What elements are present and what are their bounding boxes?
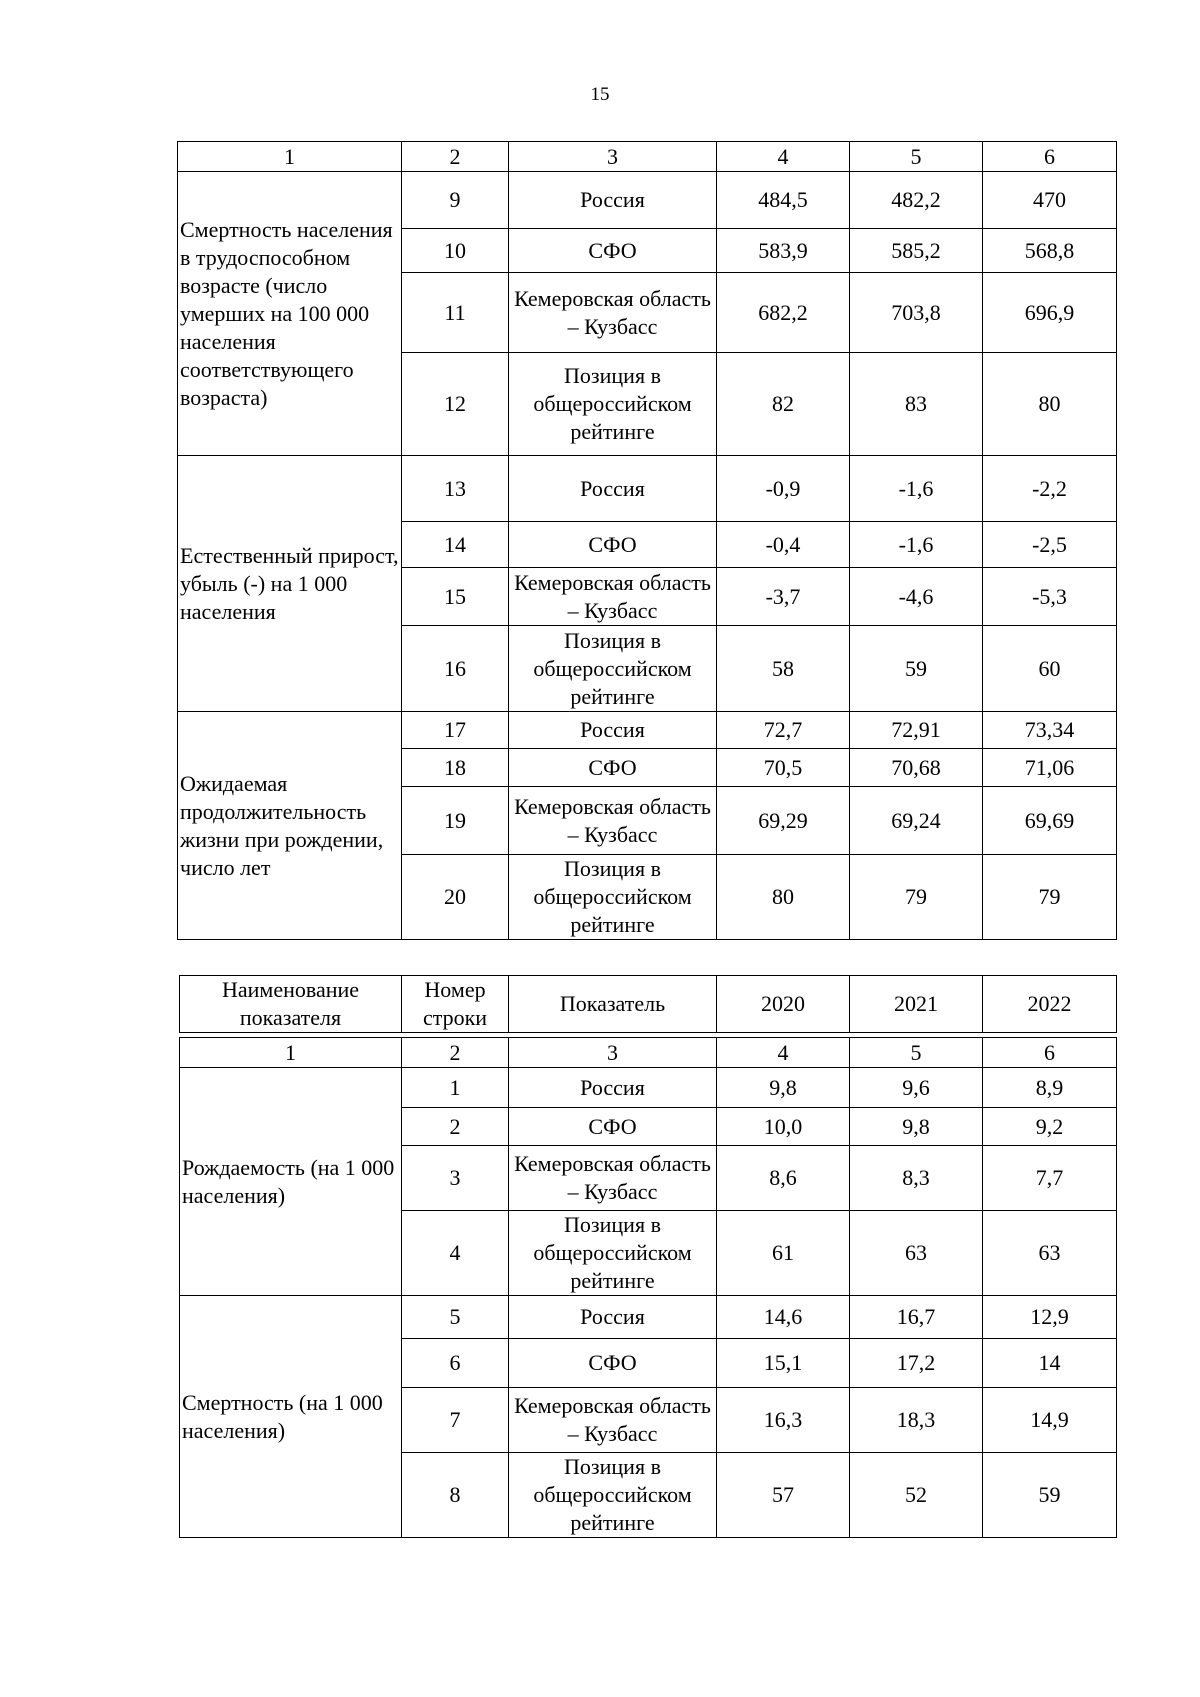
column-number: 2 <box>402 1038 509 1068</box>
value-2021: 17,2 <box>850 1339 983 1388</box>
value-2021: 79 <box>850 855 983 940</box>
header-row-number: Номер строки <box>402 976 509 1033</box>
row-number: 2 <box>402 1108 509 1146</box>
value-2022: 470 <box>983 172 1117 229</box>
value-2021: 585,2 <box>850 229 983 273</box>
indicator-name: Естественный прирост, убыль (-) на 1 000 населения <box>178 456 402 712</box>
value-2022: 14,9 <box>983 1388 1117 1453</box>
value-2020: 57 <box>717 1453 850 1538</box>
row-number: 14 <box>402 522 509 568</box>
row-number: 17 <box>402 712 509 749</box>
indicator-name: Ожидаемая продолжительность жизни при рождении, число лет <box>178 712 402 940</box>
indicator-label: Кемеровская область – Кузбасс <box>509 273 717 353</box>
value-2020: 58 <box>717 626 850 712</box>
value-2021: 9,8 <box>850 1108 983 1146</box>
row-number: 1 <box>402 1068 509 1108</box>
value-2022: 69,69 <box>983 787 1117 855</box>
indicator-label: Россия <box>509 456 717 522</box>
value-2020: -0,4 <box>717 522 850 568</box>
row-number: 11 <box>402 273 509 353</box>
value-2022: 80 <box>983 353 1117 456</box>
column-number: 4 <box>717 1038 850 1068</box>
value-2021: 69,24 <box>850 787 983 855</box>
value-2020: 82 <box>717 353 850 456</box>
value-2022: 8,9 <box>983 1068 1117 1108</box>
page-number: 15 <box>590 84 610 105</box>
value-2020: -3,7 <box>717 568 850 626</box>
row-number: 10 <box>402 229 509 273</box>
value-2021: 16,7 <box>850 1296 983 1339</box>
value-2022: 696,9 <box>983 273 1117 353</box>
value-2020: 72,7 <box>717 712 850 749</box>
row-number: 18 <box>402 749 509 787</box>
value-2021: 70,68 <box>850 749 983 787</box>
row-number: 9 <box>402 172 509 229</box>
value-2021: 83 <box>850 353 983 456</box>
row-number: 12 <box>402 353 509 456</box>
value-2021: 8,3 <box>850 1146 983 1211</box>
value-2020: 9,8 <box>717 1068 850 1108</box>
value-2022: 14 <box>983 1339 1117 1388</box>
column-number: 1 <box>178 142 402 172</box>
value-2022: 73,34 <box>983 712 1117 749</box>
value-2022: 12,9 <box>983 1296 1117 1339</box>
indicator-label: СФО <box>509 229 717 273</box>
table-row <box>178 456 1117 522</box>
value-2020: 61 <box>717 1211 850 1296</box>
value-2022: -2,2 <box>983 456 1117 522</box>
header-year-2021: 2021 <box>850 976 983 1033</box>
indicator-name: Смертность населения в трудоспособном возрасте (число умерших на 100 000 населения соответствующего возраста) <box>178 172 402 456</box>
value-2022: 568,8 <box>983 229 1117 273</box>
value-2020: 69,29 <box>717 787 850 855</box>
value-2021: 52 <box>850 1453 983 1538</box>
indicator-label: Кемеровская область – Кузбасс <box>509 1146 717 1211</box>
value-2021: 9,6 <box>850 1068 983 1108</box>
indicator-label: СФО <box>509 522 717 568</box>
indicator-name: Смертность (на 1 000 населения) <box>180 1296 402 1538</box>
indicators-table-continued <box>177 141 1117 940</box>
value-2020: 15,1 <box>717 1339 850 1388</box>
row-number: 13 <box>402 456 509 522</box>
row-number: 3 <box>402 1146 509 1211</box>
indicator-label: Россия <box>509 712 717 749</box>
value-2022: 79 <box>983 855 1117 940</box>
indicator-label: Кемеровская область – Кузбасс <box>509 1388 717 1453</box>
value-2020: 70,5 <box>717 749 850 787</box>
value-2020: 583,9 <box>717 229 850 273</box>
header-year-2022: 2022 <box>983 976 1117 1033</box>
header-indicator: Показатель <box>509 976 717 1033</box>
indicator-label: Россия <box>509 1068 717 1108</box>
column-number: 5 <box>850 142 983 172</box>
value-2021: 63 <box>850 1211 983 1296</box>
indicators-table-header <box>179 975 1117 1033</box>
value-2020: 14,6 <box>717 1296 850 1339</box>
column-number: 1 <box>180 1038 402 1068</box>
row-number: 15 <box>402 568 509 626</box>
value-2020: -0,9 <box>717 456 850 522</box>
header-name: Наименование показателя <box>180 976 402 1033</box>
value-2021: 59 <box>850 626 983 712</box>
column-number: 2 <box>402 142 509 172</box>
row-number: 6 <box>402 1339 509 1388</box>
column-number: 6 <box>983 1038 1117 1068</box>
header-year-2020: 2020 <box>717 976 850 1033</box>
value-2022: 7,7 <box>983 1146 1117 1211</box>
indicator-label: Позиция в общероссийском рейтинге <box>509 1211 717 1296</box>
row-number: 5 <box>402 1296 509 1339</box>
value-2021: 72,91 <box>850 712 983 749</box>
value-2021: -1,6 <box>850 522 983 568</box>
value-2020: 80 <box>717 855 850 940</box>
row-number: 19 <box>402 787 509 855</box>
row-number: 7 <box>402 1388 509 1453</box>
column-numbers-row <box>180 1038 1117 1068</box>
indicator-label: Кемеровская область – Кузбасс <box>509 787 717 855</box>
header-row <box>180 976 1117 1033</box>
column-number: 3 <box>509 142 717 172</box>
column-number: 5 <box>850 1038 983 1068</box>
indicator-name: Рождаемость (на 1 000 населения) <box>180 1068 402 1296</box>
column-number: 3 <box>509 1038 717 1068</box>
column-numbers-row <box>178 142 1117 172</box>
row-number: 20 <box>402 855 509 940</box>
indicator-label: Россия <box>509 172 717 229</box>
value-2022: 63 <box>983 1211 1117 1296</box>
indicator-label: Позиция в общероссийском рейтинге <box>509 626 717 712</box>
indicator-label: СФО <box>509 1108 717 1146</box>
value-2021: 482,2 <box>850 172 983 229</box>
column-number: 4 <box>717 142 850 172</box>
table-row <box>180 1068 1117 1108</box>
value-2021: 703,8 <box>850 273 983 353</box>
value-2022: 59 <box>983 1453 1117 1538</box>
row-number: 8 <box>402 1453 509 1538</box>
value-2022: 71,06 <box>983 749 1117 787</box>
value-2022: 60 <box>983 626 1117 712</box>
value-2022: -5,3 <box>983 568 1117 626</box>
value-2022: -2,5 <box>983 522 1117 568</box>
indicator-label: Кемеровская область – Кузбасс <box>509 568 717 626</box>
row-number: 16 <box>402 626 509 712</box>
column-number: 6 <box>983 142 1117 172</box>
table-row <box>178 172 1117 229</box>
value-2021: -1,6 <box>850 456 983 522</box>
value-2020: 484,5 <box>717 172 850 229</box>
value-2021: 18,3 <box>850 1388 983 1453</box>
value-2020: 16,3 <box>717 1388 850 1453</box>
indicator-label: СФО <box>509 749 717 787</box>
indicator-label: Позиция в общероссийском рейтинге <box>509 353 717 456</box>
value-2020: 10,0 <box>717 1108 850 1146</box>
indicator-label: СФО <box>509 1339 717 1388</box>
indicator-label: Позиция в общероссийском рейтинге <box>509 1453 717 1538</box>
value-2020: 682,2 <box>717 273 850 353</box>
value-2021: -4,6 <box>850 568 983 626</box>
indicator-label: Россия <box>509 1296 717 1339</box>
table-row <box>178 712 1117 749</box>
value-2022: 9,2 <box>983 1108 1117 1146</box>
indicator-label: Позиция в общероссийском рейтинге <box>509 855 717 940</box>
value-2020: 8,6 <box>717 1146 850 1211</box>
row-number: 4 <box>402 1211 509 1296</box>
indicators-table <box>179 1037 1117 1538</box>
table-row <box>180 1296 1117 1339</box>
